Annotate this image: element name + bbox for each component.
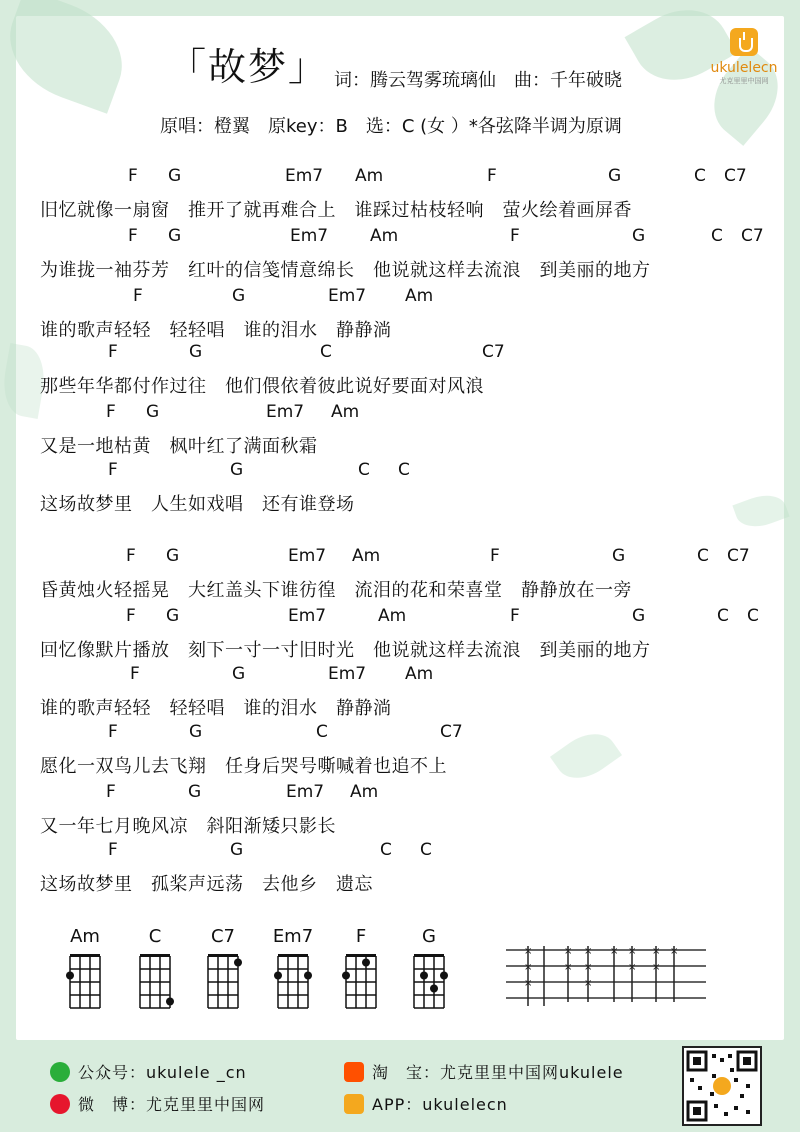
song-credits: 词：腾云驾雾琉璃仙 曲：千年破晓 (334, 70, 622, 91)
chord-label: F (108, 840, 118, 860)
chord-label: Am (352, 546, 381, 566)
chord-label: C7 (741, 226, 764, 246)
chord-label: G (189, 342, 203, 362)
fretboard (340, 954, 384, 1012)
chord-diagram-name: Am (70, 926, 100, 947)
chord-row (0, 722, 800, 742)
chord-row (0, 840, 800, 860)
finger-dot (440, 972, 448, 980)
lyric-line (0, 664, 800, 719)
chord-row (0, 546, 800, 566)
chord-label: F (108, 722, 118, 742)
chord-label: F (126, 606, 136, 626)
lyric-text: 昏黄烛火轻摇晃 大红盖头下谁彷徨 流泪的花和荣喜堂 静静放在一旁 (40, 580, 632, 601)
chord-label: F (130, 664, 140, 684)
finger-dot (420, 972, 428, 980)
chord-label: C (717, 606, 729, 626)
lyric-text: 回忆像默片播放 刻下一寸一寸旧时光 他说就这样去流浪 到美丽的地方 (40, 640, 651, 661)
chord-label: G (188, 782, 202, 802)
chord-label: Am (355, 166, 384, 186)
chord-label: C (747, 606, 759, 626)
chord-label: F (108, 460, 118, 480)
taobao-icon (344, 1062, 364, 1082)
chord-label: Em7 (328, 286, 367, 306)
chord-label: Em7 (288, 546, 327, 566)
finger-dot (234, 959, 242, 967)
fretboard (272, 954, 316, 1012)
chord-label: G (166, 606, 180, 626)
chord-label: G (612, 546, 626, 566)
chord-label: G (166, 546, 180, 566)
finger-dot (362, 959, 370, 967)
chord-label: C (694, 166, 706, 186)
chord-label: Em7 (286, 782, 325, 802)
chord-row (0, 342, 800, 362)
chord-label: Am (405, 664, 434, 684)
lyric-line (0, 606, 800, 661)
chord-label: Am (331, 402, 360, 422)
svg-text:×: × (564, 962, 573, 973)
chord-diagram-name: G (422, 926, 436, 947)
chord-label: F (128, 166, 138, 186)
svg-text:×: × (652, 962, 661, 973)
qr-code (682, 1046, 762, 1126)
chord-row (0, 286, 800, 306)
svg-text:×: × (584, 978, 593, 989)
chord-label: C (316, 722, 328, 742)
chord-label: G (230, 460, 244, 480)
chord-label: G (189, 722, 203, 742)
lyric-line (0, 722, 800, 777)
chord-label: G (168, 166, 182, 186)
chord-diagram-name: F (355, 926, 367, 947)
chord-label: Em7 (328, 664, 367, 684)
chord-label: C (398, 460, 410, 480)
chord-label: F (133, 286, 143, 306)
chord-row (0, 460, 800, 480)
chord-label: G (232, 664, 246, 684)
chord-diagram-name: C7 (210, 926, 236, 947)
chord-label: F (128, 226, 138, 246)
finger-dot (66, 972, 74, 980)
chord-diagram-name: Em7 (272, 926, 314, 947)
chord-label: C (358, 460, 370, 480)
lyric-line (0, 782, 800, 837)
chord-label: G (232, 286, 246, 306)
app-icon (344, 1094, 364, 1114)
chord-label: F (490, 546, 500, 566)
footer-weibo (50, 1092, 265, 1115)
ukulele-icon (730, 28, 758, 56)
chord-label: F (126, 546, 136, 566)
chord-label: G (146, 402, 160, 422)
lyric-line (0, 840, 800, 895)
chord-label: C (420, 840, 432, 860)
chord-label: F (510, 606, 520, 626)
chord-label: Am (405, 286, 434, 306)
svg-text:×: × (670, 946, 679, 957)
lyric-line (0, 342, 800, 397)
strum-pattern (506, 944, 706, 1006)
lyric-text: 又一年七月晚风凉 斜阳渐矮只影长 (40, 816, 336, 837)
lyric-text: 谁的歌声轻轻 轻轻唱 谁的泪水 静静淌 (40, 320, 392, 341)
footer (0, 1040, 800, 1132)
chord-label: G (632, 606, 646, 626)
chord-row (0, 606, 800, 626)
lyric-line (0, 460, 800, 515)
svg-text:×: × (524, 978, 533, 989)
svg-text:×: × (610, 946, 619, 957)
chord-label: G (608, 166, 622, 186)
chord-label: F (106, 782, 116, 802)
chord-row (0, 402, 800, 422)
song-title: 「故梦」 (168, 45, 329, 89)
svg-text:×: × (628, 946, 637, 957)
lyric-text: 为谁拢一袖芬芳 红叶的信笺情意绵长 他说就这样去流浪 到美丽的地方 (40, 260, 651, 281)
chord-row (0, 226, 800, 246)
fretboard (64, 954, 108, 1012)
chord-label: C (320, 342, 332, 362)
chord-label: Am (370, 226, 399, 246)
weibo-icon (50, 1094, 70, 1114)
chord-label: Em7 (266, 402, 305, 422)
chord-label: Em7 (285, 166, 324, 186)
svg-text:×: × (584, 946, 593, 957)
taobao-text: 淘 宝：尤克里里中国网ukulele (372, 1063, 624, 1082)
lyric-line (0, 402, 800, 457)
footer-taobao (344, 1060, 624, 1083)
logo-name: ukulelecn (710, 60, 778, 76)
chord-label: F (510, 226, 520, 246)
chord-label: C (380, 840, 392, 860)
svg-text:×: × (564, 946, 573, 957)
footer-app (344, 1092, 508, 1115)
chord-label: C7 (482, 342, 505, 362)
chord-label: Em7 (290, 226, 329, 246)
chord-label: F (108, 342, 118, 362)
chord-row (0, 664, 800, 684)
fretboard (408, 954, 452, 1012)
leaf-decoration (732, 488, 789, 533)
chord-label: C (711, 226, 723, 246)
svg-text:×: × (652, 946, 661, 957)
chord-diagram-name: C (148, 926, 162, 947)
chord-label: Em7 (288, 606, 327, 626)
lyric-line (0, 166, 800, 221)
chord-label: C7 (727, 546, 750, 566)
lyric-line (0, 546, 800, 601)
weibo-text: 微 博：尤克里里中国网 (78, 1095, 266, 1114)
finger-dot (342, 972, 350, 980)
lyric-text: 谁的歌声轻轻 轻轻唱 谁的泪水 静静淌 (40, 698, 392, 719)
svg-text:×: × (524, 946, 533, 957)
chord-label: Am (350, 782, 379, 802)
qr-pattern (684, 1048, 760, 1124)
svg-text:×: × (584, 962, 593, 973)
chord-label: G (168, 226, 182, 246)
chord-row (0, 782, 800, 802)
app-text: APP：ukulelecn (372, 1095, 508, 1114)
svg-text:×: × (628, 962, 637, 973)
chord-label: F (106, 402, 116, 422)
wechat-text: 公众号：ukulele _cn (78, 1063, 247, 1082)
chord-label: C (697, 546, 709, 566)
lyric-text: 愿化一双鸟儿去飞翔 任身后哭号嘶喊着也追不上 (40, 756, 447, 777)
chord-label: C7 (440, 722, 463, 742)
fretboard (134, 954, 178, 1012)
lyric-text: 旧忆就像一扇窗 推开了就再难合上 谁踩过枯枝轻响 萤火绘着画屏香 (40, 200, 632, 221)
lyric-text: 那些年华都付作过往 他们偎依着彼此说好要面对风浪 (40, 376, 484, 397)
chord-label: F (487, 166, 497, 186)
wechat-icon (50, 1062, 70, 1082)
chord-label: G (632, 226, 646, 246)
song-original-info: 原唱：橙翼 原key：B 选：C (女 ）*各弦降半调为原调 (160, 116, 622, 137)
logo-subtitle: 尤克里里中国网 (719, 77, 769, 85)
svg-text:×: × (524, 962, 533, 973)
lyric-line (0, 286, 800, 341)
chord-label: Am (378, 606, 407, 626)
lyric-line (0, 226, 800, 281)
footer-wechat (50, 1060, 247, 1083)
finger-dot (304, 972, 312, 980)
fretboard (202, 954, 246, 1012)
chord-label: G (230, 840, 244, 860)
ukulelecn-logo (698, 28, 790, 86)
chord-label: C7 (724, 166, 747, 186)
chord-row (0, 166, 800, 186)
lyric-text: 这场故梦里 孤桨声远荡 去他乡 遗忘 (40, 874, 373, 895)
leaf-decoration (0, 0, 138, 114)
lyric-text: 这场故梦里 人生如戏唱 还有谁登场 (40, 494, 355, 515)
finger-dot (274, 972, 282, 980)
finger-dot (166, 998, 174, 1006)
finger-dot (430, 985, 438, 993)
lyric-text: 又是一地枯黄 枫叶红了满面秋霜 (40, 436, 318, 457)
